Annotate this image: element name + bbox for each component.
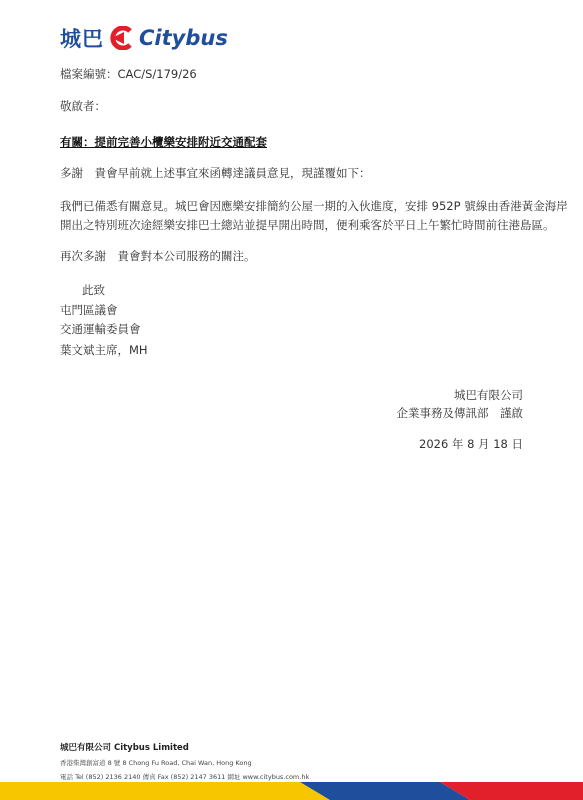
footer-company-name: 城巴有限公司 Citybus Limited — [60, 743, 189, 753]
logo-english-text: Citybus — [139, 26, 228, 50]
paragraph-2 — [60, 197, 568, 235]
citybus-logo — [60, 22, 228, 54]
stripe-blue — [300, 782, 470, 800]
logo-chinese-text: 城巴 — [60, 27, 104, 51]
footer-address: 香港柴灣創富道 8 號 8 Chong Fu Road, Chai Wan, Hong Kong — [60, 759, 252, 767]
salutation: 敬啟者： — [60, 99, 106, 113]
signature-company: 城巴有限公司 — [454, 388, 523, 402]
paragraph-3: 再次多謝 貴會對本公司服務的關注。 — [60, 249, 256, 263]
brand-stripes — [0, 780, 583, 800]
recipient-council: 屯門區議會 — [60, 303, 118, 317]
paragraph-2-line-1: 我們已備悉有關意見。城巴會因應樂安排簡約公屋一期的入伙進度，安排 952P 號線由香港黃金海岸 — [60, 199, 568, 213]
letter-date: 2026 年 8 月 18 日 — [419, 437, 523, 451]
paragraph-2-line-2: 開出之特別班次途經樂安排巴士總站並提早開出時間，便利乘客於平日上午繁忙時間前往港島區。 — [60, 218, 555, 232]
subject-line: 有關：提前完善小欖樂安排附近交通配套 — [60, 135, 267, 149]
recipient-committee: 交通運輸委員會 — [60, 322, 141, 336]
file-reference: 檔案編號：CAC/S/179/26 — [60, 67, 197, 81]
stripe-yellow — [0, 782, 330, 800]
signature-department: 企業事務及傳訊部 謹啟 — [396, 406, 523, 420]
recipient-chairman: 葉文斌主席，MH — [60, 343, 148, 357]
paragraph-1: 多謝 貴會早前就上述事宜來函轉達議員意見，現謹覆如下： — [60, 166, 371, 180]
footer-contact: 電話 Tel (852) 2136 2140 傳真 Fax (852) 2147 3611 網址 www.citybus.com.hk — [60, 773, 310, 781]
closing-phrase: 此致 — [82, 283, 105, 297]
letter-footer — [60, 741, 309, 781]
citybus-logo-icon — [108, 26, 136, 50]
